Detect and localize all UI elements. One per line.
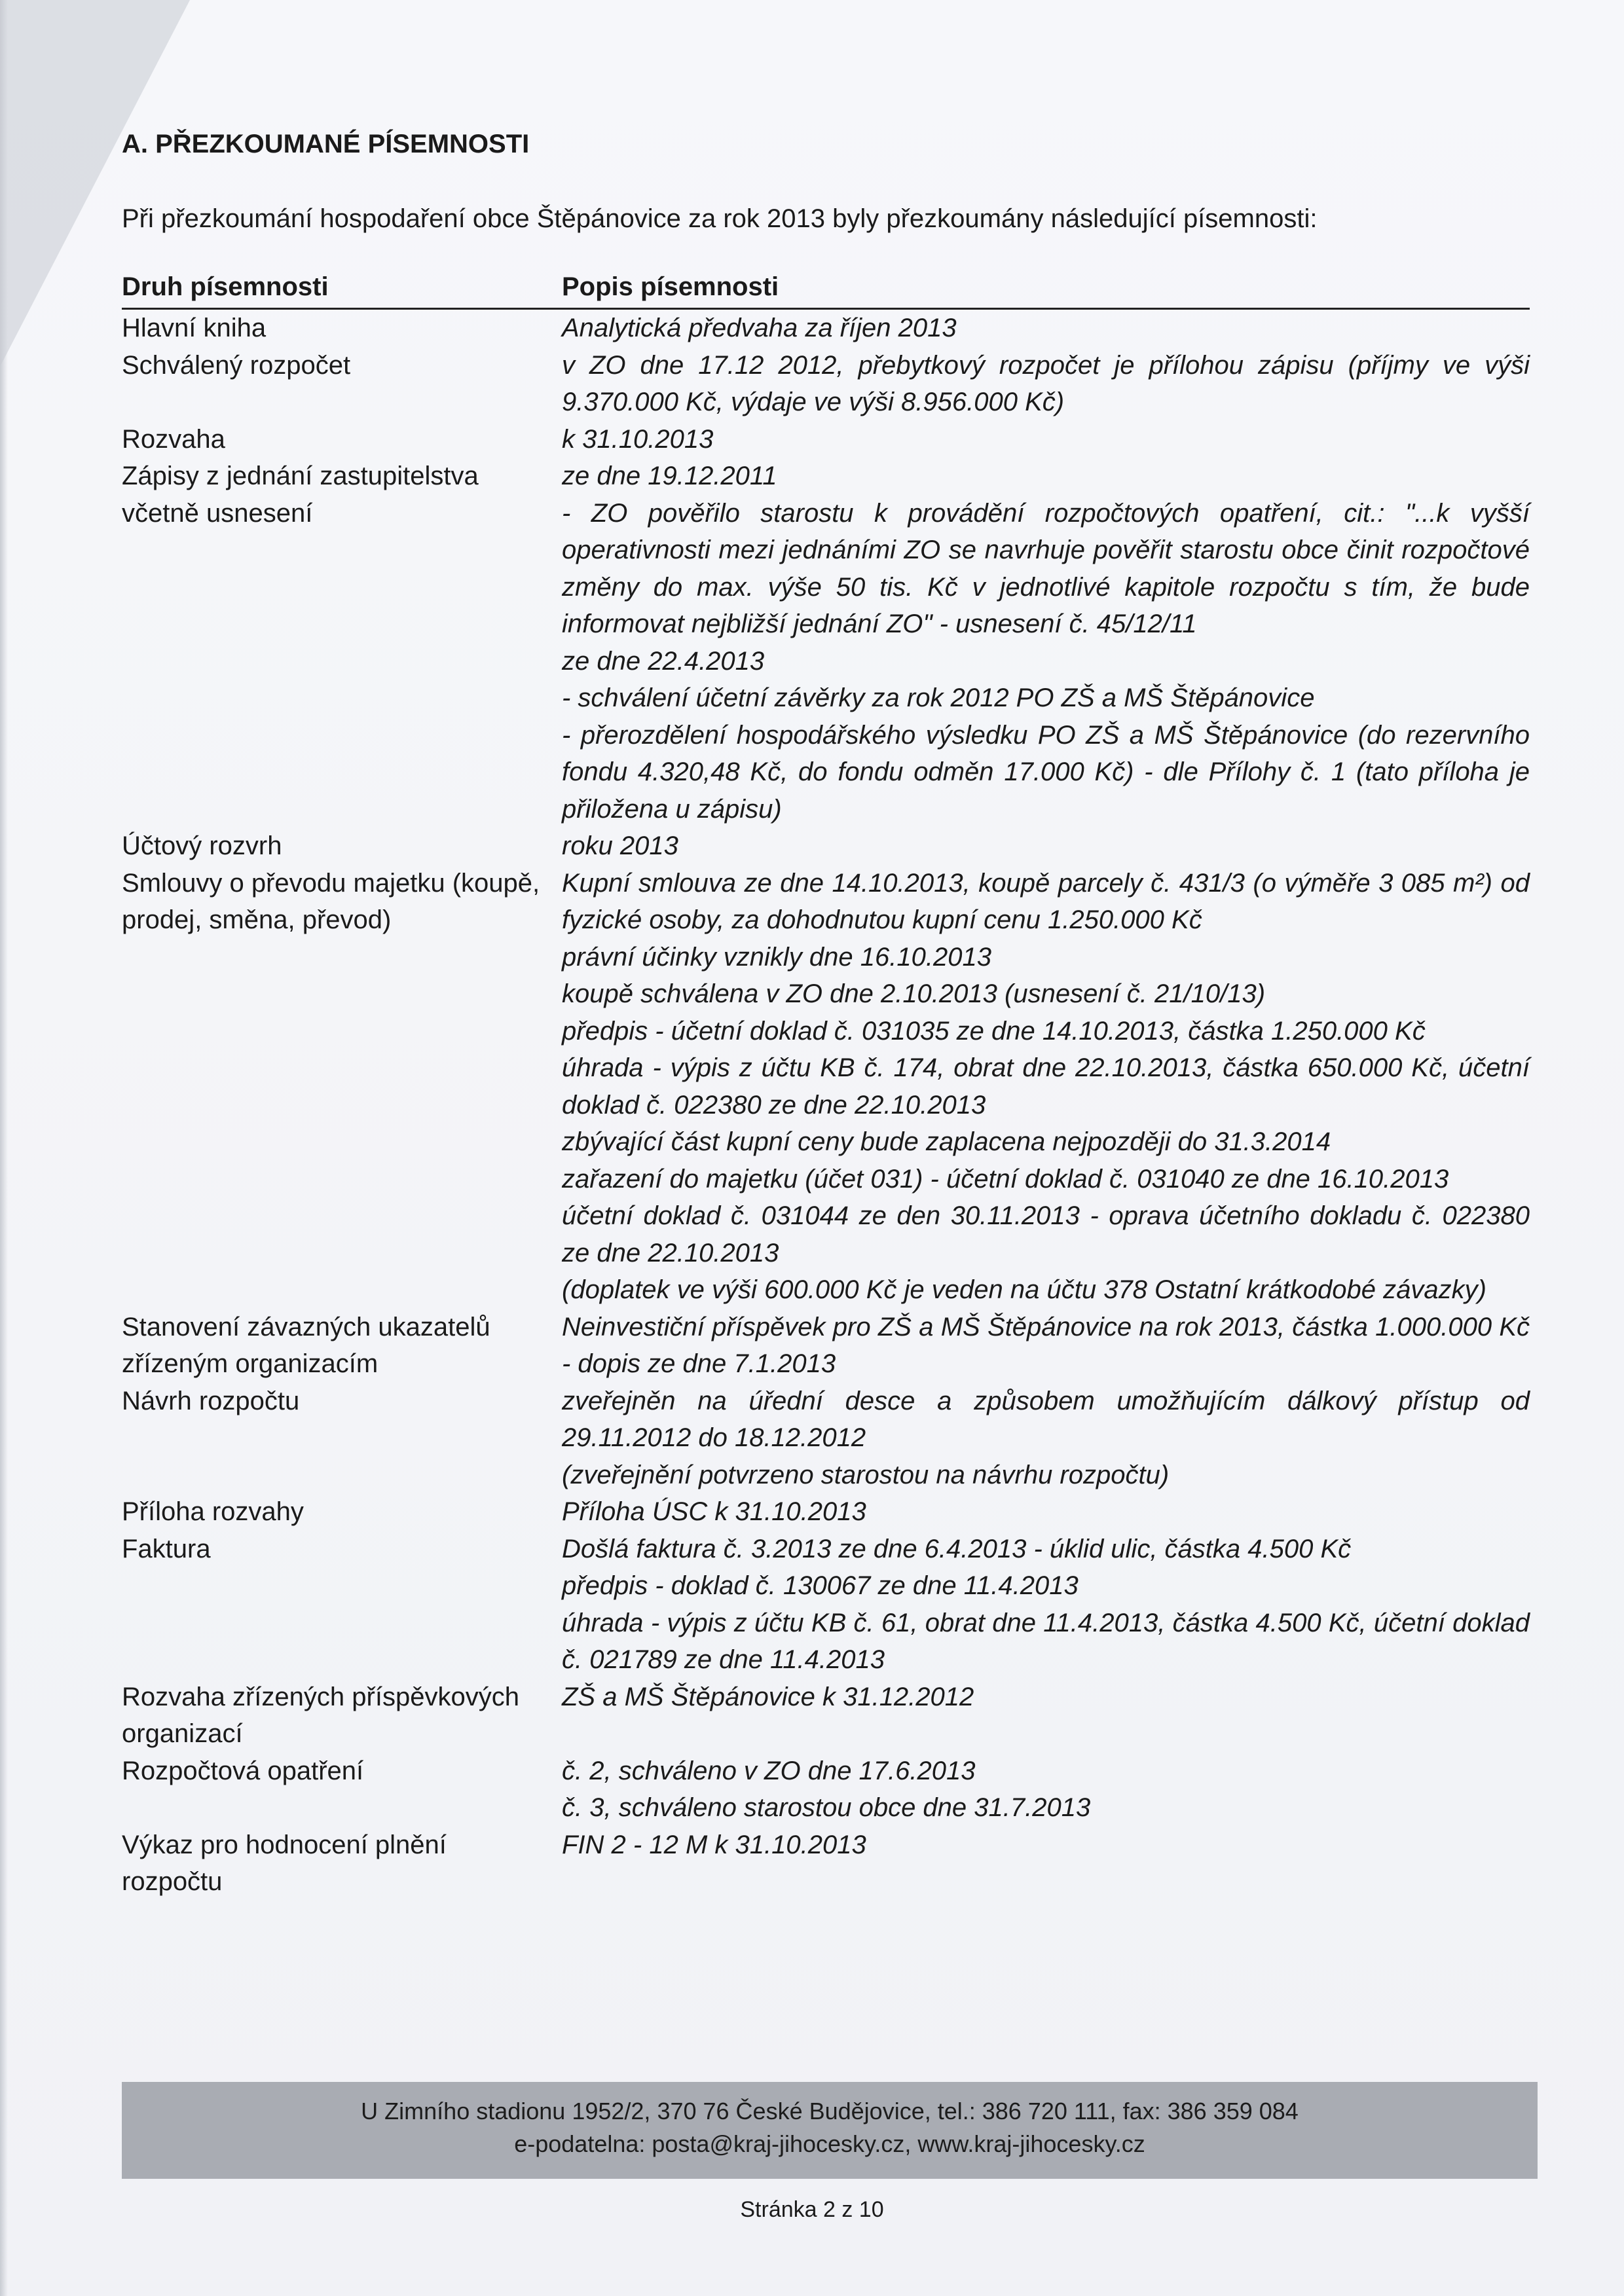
document-type: Rozpočtová opatření xyxy=(122,1756,364,1785)
description-line: Došlá faktura č. 3.2013 ze dne 6.4.2013 - úklid ulic, částka 4.500 Kč xyxy=(562,1534,1352,1563)
document-type: Návrh rozpočtu xyxy=(122,1386,300,1415)
table-row xyxy=(122,1753,1530,1827)
footer-contact: e-podatelna: posta@kraj-jihocesky.cz, www.kraj-jihocesky.cz xyxy=(514,2130,1145,2157)
document-description xyxy=(562,865,1530,1309)
page-edge-shadow xyxy=(0,0,8,2296)
description-line: v ZO dne 17.12 2012, přebytkový rozpočet je přílohou zápisu (příjmy ve výši 9.370.000 Kč, výdaje ve výši 8.956.000 Kč) xyxy=(562,350,1530,416)
document-type: Schválený rozpočet xyxy=(122,350,351,380)
description-line: zařazení do majetku (účet 031) - účetní doklad č. 031040 ze dne 16.10.2013 xyxy=(562,1164,1449,1194)
document-description xyxy=(562,1679,1530,1753)
document-content xyxy=(122,124,1530,1901)
footer-address: U Zimního stadionu 1952/2, 370 76 České Budějovice, tel.: 386 720 111, fax: 386 359 084 xyxy=(361,2098,1299,2124)
table-row xyxy=(122,1493,1530,1531)
description-line: zveřejněn na úřední desce a způsobem umožňujícím dálkový přístup od 29.11.2012 do 18.12.2012 xyxy=(562,1386,1530,1452)
description-line: k 31.10.2013 xyxy=(562,424,714,454)
description-line: předpis - účetní doklad č. 031035 ze dne 14.10.2013, částka 1.250.000 Kč xyxy=(562,1016,1426,1046)
page-number: Stránka 2 z 10 xyxy=(740,2197,884,2222)
document-type: Smlouvy o převodu majetku (koupě, prodej, směna, převod) xyxy=(122,868,540,934)
description-line: (doplatek ve výši 600.000 Kč je veden na účtu 378 Ostatní krátkodobé závazky) xyxy=(562,1275,1486,1304)
description-line: - přerozdělení hospodářského výsledku PO ZŠ a MŠ Štěpánovice (do rezervního fondu 4.320,48 Kč, do fondu odměn 17.000 Kč) - dle Přílohy č. 1 (tato příloha je přiložena u zápisu) xyxy=(562,720,1530,824)
intro-text: Při přezkoumání hospodaření obce Štěpánovice za rok 2013 byly přezkoumány následující písemnosti: xyxy=(122,204,1318,233)
header-document-description: Popis písemnosti xyxy=(562,268,1530,309)
document-type: Hlavní kniha xyxy=(122,314,267,342)
description-line: Analytická předvaha za říjen 2013 xyxy=(562,314,957,342)
document-type: Výkaz pro hodnocení plnění rozpočtu xyxy=(122,1830,447,1896)
document-description xyxy=(562,458,1530,828)
description-line: Příloha ÚSC k 31.10.2013 xyxy=(562,1497,866,1526)
table-row xyxy=(122,309,1530,347)
footer-address-band xyxy=(122,2082,1538,2179)
document-type: Zápisy z jednání zastupitelstva včetně usnesení xyxy=(122,462,479,528)
table-row xyxy=(122,828,1530,865)
document-type: Stanovení závazných ukazatelů zřízeným organizacím xyxy=(122,1312,490,1378)
document-description xyxy=(562,347,1530,421)
document-type: Příloha rozvahy xyxy=(122,1497,304,1526)
description-line: - ZO pověřilo starostu k provádění rozpočtových opatření, cit.: "...k vyšší operativnosti mezi jednáními ZO se navrhuje pověřit starostu obce činit rozpočtové změny do max. výše 50 tis. Kč v jednotlivé kapitole rozpočtu s tím, že bude informovat nejbližší jednání ZO" - usnesení č. 45/12/11 xyxy=(562,498,1530,638)
description-line: ze dne 19.12.2011 xyxy=(562,462,777,490)
document-type: Účtový rozvrh xyxy=(122,831,282,860)
description-line: ze dne 22.4.2013 xyxy=(562,646,765,676)
document-description xyxy=(562,1753,1530,1827)
description-line: Neinvestiční příspěvek pro ZŠ a MŠ Štěpánovice na rok 2013, částka 1.000.000 Kč - dopis ze dne 7.1.2013 xyxy=(562,1312,1530,1378)
description-line: zbývající část kupní ceny bude zaplacena nejpozději do 31.3.2014 xyxy=(562,1127,1331,1156)
table-row xyxy=(122,458,1530,828)
description-line: č. 3, schváleno starostou obce dne 31.7.2013 xyxy=(562,1793,1091,1822)
document-description xyxy=(562,828,1530,865)
description-line: Kupní smlouva ze dne 14.10.2013, koupě parcely č. 431/3 (o výměře 3 085 m²) od fyzické osoby, za dohodnutou kupní cenu 1.250.000 Kč xyxy=(562,868,1530,934)
description-line: úhrada - výpis z účtu KB č. 174, obrat dne 22.10.2013, částka 650.000 Kč, účetní doklad č. 022380 ze dne 22.10.2013 xyxy=(562,1053,1530,1120)
description-line: roku 2013 xyxy=(562,831,678,860)
document-description xyxy=(562,1309,1530,1383)
description-line: úhrada - výpis z účtu KB č. 61, obrat dne 11.4.2013, částka 4.500 Kč, účetní doklad č. 021789 ze dne 11.4.2013 xyxy=(562,1608,1530,1674)
document-description xyxy=(562,421,1530,458)
section-title: A. PŘEZKOUMANÉ PÍSEMNOSTI xyxy=(122,130,530,158)
description-line: FIN 2 - 12 M k 31.10.2013 xyxy=(562,1830,866,1859)
table-row xyxy=(122,421,1530,458)
document-type: Faktura xyxy=(122,1534,211,1563)
table-row xyxy=(122,1827,1530,1901)
table-row xyxy=(122,1383,1530,1494)
header-document-type: Druh písemnosti xyxy=(122,268,562,309)
document-type: Rozvaha zřízených příspěvkových organizací xyxy=(122,1682,519,1748)
document-description xyxy=(562,1383,1530,1494)
document-description xyxy=(562,1531,1530,1679)
table-header-row xyxy=(122,268,1530,309)
description-line: předpis - doklad č. 130067 ze dne 11.4.2013 xyxy=(562,1571,1079,1600)
documents-table xyxy=(122,268,1530,1901)
description-line: účetní doklad č. 031044 ze den 30.11.2013 - oprava účetního dokladu č. 022380 ze dne 22.10.2013 xyxy=(562,1201,1530,1267)
description-line: č. 2, schváleno v ZO dne 17.6.2013 xyxy=(562,1756,976,1785)
description-line: - schválení účetní závěrky za rok 2012 PO ZŠ a MŠ Štěpánovice xyxy=(562,683,1315,712)
table-row xyxy=(122,1309,1530,1383)
description-line: právní účinky vznikly dne 16.10.2013 xyxy=(562,942,991,972)
description-line: ZŠ a MŠ Štěpánovice k 31.12.2012 xyxy=(562,1682,974,1711)
description-line: koupě schválena v ZO dne 2.10.2013 (usnesení č. 21/10/13) xyxy=(562,979,1266,1008)
table-body xyxy=(122,309,1530,1901)
table-row xyxy=(122,865,1530,1309)
document-description xyxy=(562,1827,1530,1901)
document-description xyxy=(562,309,1530,347)
table-row xyxy=(122,1679,1530,1753)
table-row xyxy=(122,347,1530,421)
description-line: (zveřejnění potvrzeno starostou na návrhu rozpočtu) xyxy=(562,1460,1170,1489)
document-description xyxy=(562,1493,1530,1531)
table-row xyxy=(122,1531,1530,1679)
document-type: Rozvaha xyxy=(122,424,225,454)
